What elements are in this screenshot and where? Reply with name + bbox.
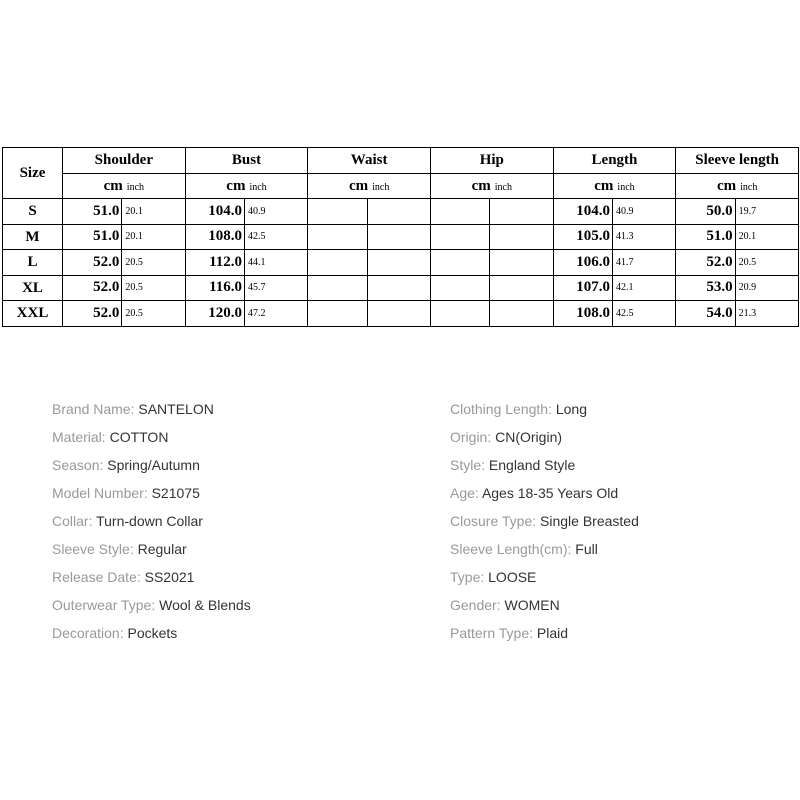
unit-cell bbox=[185, 174, 308, 199]
inch-value: 19.7 bbox=[738, 205, 757, 217]
spec-value: SS2021 bbox=[144, 569, 195, 585]
inch-value: 20.1 bbox=[738, 231, 757, 243]
inch-value bbox=[490, 276, 552, 301]
spec-item bbox=[450, 480, 639, 508]
inch-value: 47.2 bbox=[248, 307, 266, 319]
spec-value: Spring/Autumn bbox=[107, 457, 200, 473]
spec-label: Brand Name: bbox=[52, 401, 135, 417]
spec-item bbox=[450, 592, 639, 620]
spec-label: Sleeve Style: bbox=[52, 541, 134, 557]
spec-column-left bbox=[52, 396, 251, 648]
cm-value: 112.0 bbox=[186, 250, 245, 275]
cm-value bbox=[431, 276, 490, 301]
shoulder-column-header: Shoulder bbox=[63, 148, 186, 174]
cm-value bbox=[308, 250, 367, 275]
inch-value: 42.5 bbox=[248, 231, 266, 243]
measurement-cell bbox=[676, 275, 799, 301]
spec-label: Gender: bbox=[450, 597, 501, 613]
spec-label: Type: bbox=[450, 569, 485, 585]
unit-cell bbox=[676, 174, 799, 199]
spec-item bbox=[450, 452, 639, 480]
unit-cell bbox=[553, 174, 676, 199]
measurement-cell bbox=[553, 250, 676, 276]
inch-value: 21.3 bbox=[738, 307, 757, 319]
measurement-cell bbox=[676, 250, 799, 276]
measurement-cell bbox=[63, 199, 186, 225]
measurement-cell bbox=[63, 250, 186, 276]
bust-column-header: Bust bbox=[185, 148, 308, 174]
spec-item bbox=[450, 620, 639, 648]
measurement-cell bbox=[553, 275, 676, 301]
spec-label: Pattern Type: bbox=[450, 625, 534, 641]
inch-value bbox=[490, 301, 552, 326]
inch-value: 42.1 bbox=[615, 282, 634, 294]
spec-label: Sleeve Length(cm): bbox=[450, 541, 572, 557]
cm-value: 52.0 bbox=[63, 276, 122, 301]
cm-value: 107.0 bbox=[554, 276, 613, 301]
inch-value bbox=[490, 225, 552, 250]
cm-value bbox=[431, 301, 490, 326]
inch-value bbox=[368, 301, 430, 326]
inch-value: 20.5 bbox=[125, 256, 143, 268]
inch-value bbox=[368, 276, 430, 301]
spec-item bbox=[52, 620, 251, 648]
spec-label: Collar: bbox=[52, 513, 93, 529]
size-column-header: Size bbox=[3, 148, 63, 199]
cm-value: 120.0 bbox=[186, 301, 245, 326]
cm-value: 104.0 bbox=[554, 199, 613, 224]
cm-value: 53.0 bbox=[676, 276, 735, 301]
spec-label: Closure Type: bbox=[450, 513, 537, 529]
length-column-header: Length bbox=[553, 148, 676, 174]
spec-value: WOMEN bbox=[504, 597, 560, 613]
cm-value: 108.0 bbox=[186, 225, 245, 250]
measurement-cell bbox=[63, 275, 186, 301]
spec-item bbox=[52, 536, 251, 564]
measurement-cell bbox=[553, 199, 676, 225]
unit-inch-label: inch bbox=[740, 182, 758, 193]
cm-value bbox=[431, 199, 490, 224]
cm-value: 105.0 bbox=[554, 225, 613, 250]
unit-inch-label: inch bbox=[372, 182, 390, 193]
inch-value: 20.5 bbox=[125, 307, 143, 319]
size-row bbox=[3, 199, 799, 225]
measurement-cell bbox=[430, 301, 553, 327]
inch-value: 42.5 bbox=[615, 307, 634, 319]
inch-value: 41.3 bbox=[615, 231, 634, 243]
spec-item bbox=[52, 564, 251, 592]
size-label-cell bbox=[3, 199, 63, 225]
measurement-cell bbox=[676, 224, 799, 250]
spec-item bbox=[52, 424, 251, 452]
inch-value: 20.5 bbox=[125, 282, 143, 294]
size-chart-header-row bbox=[3, 148, 799, 174]
spec-item bbox=[450, 396, 639, 424]
spec-value: Wool & Blends bbox=[159, 597, 251, 613]
spec-value: Full bbox=[575, 541, 598, 557]
unit-cm-label: cm bbox=[226, 178, 246, 194]
sleeve-length-column-header: Sleeve length bbox=[676, 148, 799, 174]
size-label-cell bbox=[3, 224, 63, 250]
hip-column-header: Hip bbox=[430, 148, 553, 174]
measurement-cell bbox=[308, 275, 431, 301]
waist-column-header: Waist bbox=[308, 148, 431, 174]
unit-cm-label: cm bbox=[348, 178, 369, 194]
unit-row bbox=[3, 174, 799, 199]
cm-value bbox=[308, 225, 367, 250]
cm-value: 52.0 bbox=[63, 250, 122, 275]
spec-item bbox=[52, 508, 251, 536]
spec-item bbox=[450, 424, 639, 452]
size-label-cell bbox=[3, 275, 63, 301]
spec-value: Pockets bbox=[127, 625, 178, 641]
spec-item bbox=[52, 452, 251, 480]
unit-cm-label: cm bbox=[471, 178, 491, 194]
spec-label: Style: bbox=[450, 457, 486, 473]
measurement-cell bbox=[430, 224, 553, 250]
unit-cm-label: cm bbox=[103, 178, 123, 194]
cm-value bbox=[308, 199, 367, 224]
inch-value: 41.7 bbox=[615, 256, 634, 268]
size-label: XL bbox=[22, 279, 43, 296]
measurement-cell bbox=[430, 199, 553, 225]
measurement-cell bbox=[676, 199, 799, 225]
spec-item bbox=[52, 592, 251, 620]
spec-label: Decoration: bbox=[52, 625, 124, 641]
inch-value: 40.9 bbox=[248, 205, 266, 217]
inch-value: 40.9 bbox=[615, 205, 634, 217]
size-row bbox=[3, 275, 799, 301]
unit-inch-label: inch bbox=[126, 182, 145, 193]
unit-cell bbox=[308, 174, 431, 199]
inch-value bbox=[368, 250, 430, 275]
size-label: L bbox=[27, 254, 38, 271]
size-row bbox=[3, 301, 799, 327]
spec-value: Long bbox=[555, 401, 588, 417]
inch-value: 44.1 bbox=[248, 256, 266, 268]
cm-value: 51.0 bbox=[676, 225, 735, 250]
size-label: S bbox=[28, 203, 37, 220]
spec-value: SANTELON bbox=[138, 401, 214, 417]
size-label: M bbox=[25, 228, 40, 245]
spec-item bbox=[450, 508, 639, 536]
inch-value bbox=[368, 225, 430, 250]
measurement-cell bbox=[308, 250, 431, 276]
unit-inch-label: inch bbox=[249, 182, 267, 193]
spec-item bbox=[52, 480, 251, 508]
measurement-cell bbox=[308, 224, 431, 250]
spec-value: Single Breasted bbox=[540, 513, 639, 529]
spec-item bbox=[52, 396, 251, 424]
cm-value bbox=[308, 301, 367, 326]
cm-value bbox=[308, 276, 367, 301]
spec-value: S21075 bbox=[151, 485, 200, 501]
inch-value bbox=[490, 199, 552, 224]
measurement-cell bbox=[308, 301, 431, 327]
measurement-cell bbox=[676, 301, 799, 327]
cm-value: 108.0 bbox=[554, 301, 613, 326]
cm-value bbox=[431, 250, 490, 275]
spec-column-right bbox=[450, 396, 639, 648]
inch-value: 20.1 bbox=[125, 231, 143, 243]
measurement-cell bbox=[430, 275, 553, 301]
cm-value bbox=[431, 225, 490, 250]
measurement-cell bbox=[185, 224, 308, 250]
unit-cell bbox=[430, 174, 553, 199]
cm-value: 51.0 bbox=[63, 199, 122, 224]
size-label: XXL bbox=[16, 305, 49, 322]
size-label-cell bbox=[3, 301, 63, 327]
cm-value: 52.0 bbox=[676, 250, 735, 275]
unit-cm-label: cm bbox=[594, 178, 614, 194]
spec-item bbox=[450, 564, 639, 592]
measurement-cell bbox=[63, 224, 186, 250]
cm-value: 51.0 bbox=[63, 225, 122, 250]
measurement-cell bbox=[185, 250, 308, 276]
unit-cell bbox=[63, 174, 186, 199]
spec-label: Clothing Length: bbox=[450, 401, 552, 417]
measurement-cell bbox=[430, 250, 553, 276]
measurement-cell bbox=[185, 275, 308, 301]
unit-inch-label: inch bbox=[617, 182, 635, 193]
cm-value: 54.0 bbox=[676, 301, 735, 326]
inch-value: 20.9 bbox=[738, 282, 757, 294]
measurement-cell bbox=[553, 301, 676, 327]
spec-value: England Style bbox=[488, 457, 576, 473]
spec-value: Regular bbox=[137, 541, 187, 557]
spec-value: LOOSE bbox=[488, 569, 537, 585]
unit-inch-label: inch bbox=[494, 182, 512, 193]
spec-label: Origin: bbox=[450, 429, 492, 445]
inch-value: 20.5 bbox=[738, 256, 757, 268]
spec-label: Outerwear Type: bbox=[52, 597, 156, 613]
measurement-cell bbox=[185, 199, 308, 225]
measurement-cell bbox=[308, 199, 431, 225]
size-row bbox=[3, 250, 799, 276]
spec-label: Material: bbox=[52, 429, 106, 445]
spec-label: Release Date: bbox=[52, 569, 141, 585]
unit-cm-label: cm bbox=[716, 178, 737, 194]
cm-value: 50.0 bbox=[676, 199, 735, 224]
cm-value: 106.0 bbox=[554, 250, 613, 275]
inch-value bbox=[490, 250, 552, 275]
cm-value: 52.0 bbox=[63, 301, 122, 326]
measurement-cell bbox=[63, 301, 186, 327]
spec-label: Model Number: bbox=[52, 485, 148, 501]
spec-value: Plaid bbox=[536, 625, 569, 641]
inch-value: 20.1 bbox=[125, 205, 143, 217]
measurement-cell bbox=[553, 224, 676, 250]
spec-label: Age: bbox=[450, 485, 479, 501]
spec-value: CN(Origin) bbox=[495, 429, 563, 445]
size-chart-table bbox=[2, 147, 799, 327]
spec-value: COTTON bbox=[109, 429, 169, 445]
inch-value: 45.7 bbox=[248, 282, 266, 294]
measurement-cell bbox=[185, 301, 308, 327]
inch-value bbox=[368, 199, 430, 224]
cm-value: 104.0 bbox=[186, 199, 245, 224]
spec-value: Ages 18-35 Years Old bbox=[481, 485, 619, 501]
spec-item bbox=[450, 536, 639, 564]
size-row bbox=[3, 224, 799, 250]
cm-value: 116.0 bbox=[186, 276, 245, 301]
size-label-cell bbox=[3, 250, 63, 276]
spec-label: Season: bbox=[52, 457, 104, 473]
spec-value: Turn-down Collar bbox=[96, 513, 203, 529]
